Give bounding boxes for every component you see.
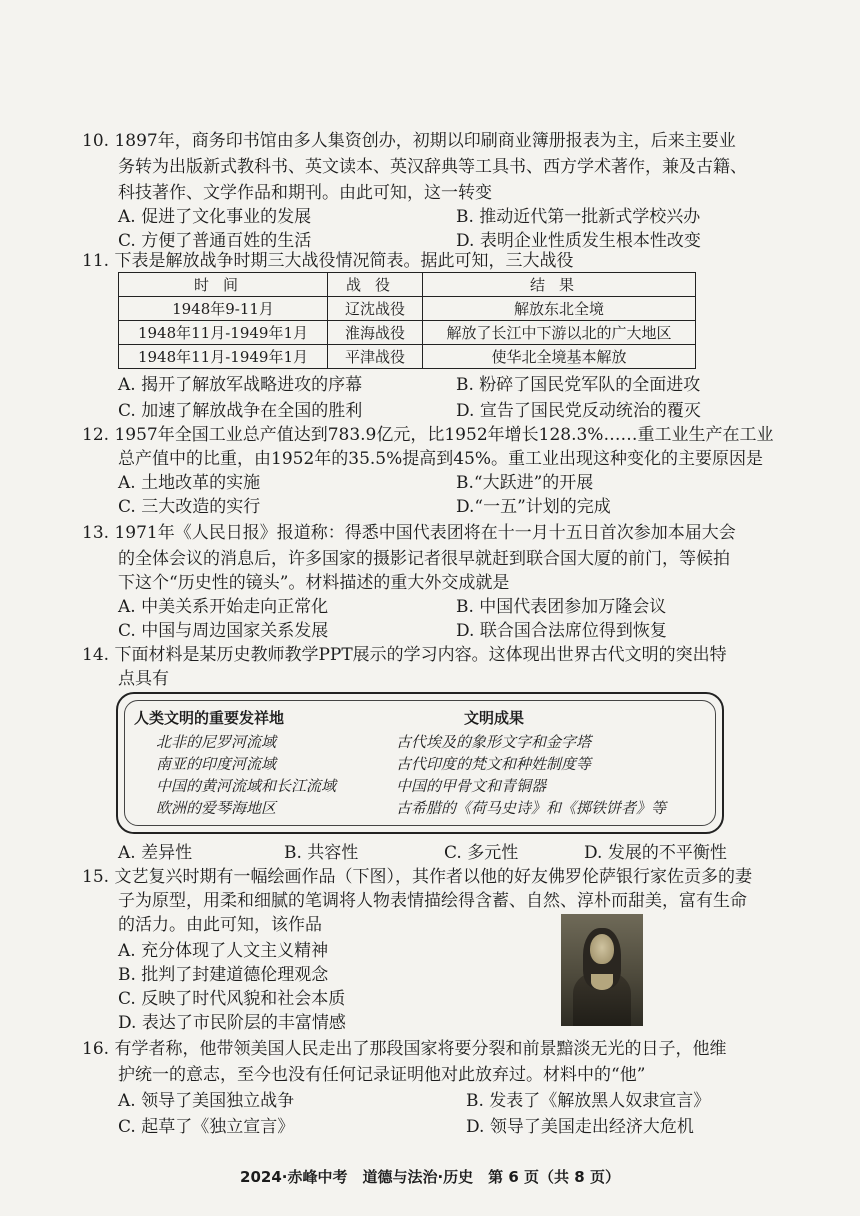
header-time: 时间 [119,273,328,297]
q16-option-b: B. 发表了《解放黑人奴隶宣言》 [466,1091,711,1111]
table-header-row [119,273,696,297]
civ-left-item: 北非的尼罗河流域 [156,733,277,751]
row-2-battle: 淮海战役 [328,321,423,345]
q15-option-c: C. 反映了时代风貌和社会本质 [118,989,346,1009]
q13-option-d: D. 联合国合法席位得到恢复 [456,621,667,641]
q12-line-2: 总产值中的比重，由1952年的35.5%提高到45%。重工业出现这种变化的主要原因是 [118,449,764,469]
civ-right-item: 中国的甲骨文和青铜器 [396,777,547,795]
row-3-battle: 平津战役 [328,345,423,369]
civ-right-item: 古代印度的梵文和种姓制度等 [396,755,592,773]
q13-line-1: 13. 1971年《人民日报》报道称：得悉中国代表团将在十一月十五日首次参加本届大会 [82,523,736,543]
row-1-battle: 辽沈战役 [328,297,423,321]
q13-option-c: C. 中国与周边国家关系发展 [118,621,329,641]
table-row [119,321,696,345]
q16-line-2: 护统一的意志，至今也没有任何记录证明他对此放弃过。材料中的“他” [118,1065,646,1085]
q11-option-a: A. 揭开了解放军战略进攻的序幕 [118,375,363,395]
q12-option-a: A. 土地改革的实施 [118,473,261,493]
q11-option-c: C. 加速了解放战争在全国的胜利 [118,401,363,421]
q15-line-3: 的活力。由此可知，该作品 [118,915,322,935]
q14-line-1: 14. 下面材料是某历史教师教学PPT展示的学习内容。这体现出世界古代文明的突出特 [82,645,727,665]
row-2-result: 解放了长江中下游以北的广大地区 [423,321,696,345]
q15-option-d: D. 表达了市民阶层的丰富情感 [118,1013,346,1033]
q10-option-d: D. 表明企业性质发生根本性改变 [456,231,701,251]
q11-option-b: B. 粉碎了国民党军队的全面进攻 [456,375,701,395]
q12-line-1: 12. 1957年全国工业总产值达到783.9亿元，比1952年增长128.3%……重工业生产在工业 [82,425,774,445]
q10-option-a: A. 促进了文化事业的发展 [118,207,312,227]
civ-left-item: 南亚的印度河流域 [156,755,277,773]
q14-line-2: 点具有 [118,669,169,689]
q10-line-2: 务转为出版新式教科书、英文读本、英汉辞典等工具书、西方学术著作，兼及古籍、 [118,157,747,177]
q16-option-a: A. 领导了美国独立战争 [118,1091,295,1111]
header-battle: 战役 [328,273,423,297]
q14-option-d: D. 发展的不平衡性 [584,843,727,863]
row-1-result: 解放东北全境 [423,297,696,321]
painting-figure-chest [591,974,613,990]
q12-option-c: C. 三大改造的实行 [118,497,261,517]
q11-line-1: 11. 下表是解放战争时期三大战役情况简表。据此可知，三大战役 [82,251,574,271]
civilization-box [116,692,724,834]
row-3-time: 1948年11月-1949年1月 [119,345,328,369]
q15-option-a: A. 充分体现了人文主义精神 [118,941,329,961]
q15-line-2: 子为原型，用柔和细腻的笔调将人物表情描绘得含蓄、自然、淳朴而甜美，富有生命 [118,891,747,911]
q13-line-3: 下这个“历史性的镜头”。材料描述的重大外交成就是 [118,573,510,593]
q13-line-2: 的全体会议的消息后，许多国家的摄影记者很早就赶到联合国大厦的前门，等候拍 [118,549,730,569]
table-row [119,297,696,321]
civ-right-header: 文明成果 [464,709,525,727]
q12-option-b: B.“大跃进”的开展 [456,473,594,493]
row-2-time: 1948年11月-1949年1月 [119,321,328,345]
q15-line-1: 15. 文艺复兴时期有一幅绘画作品（下图），其作者以他的好友佛罗伦萨银行家佐贡多的妻 [82,867,752,887]
civ-left-item: 欧洲的爱琴海地区 [156,799,277,817]
civ-right-item: 古代埃及的象形文字和金字塔 [396,733,592,751]
row-1-time: 1948年9-11月 [119,297,328,321]
q10-option-c: C. 方便了普通百姓的生活 [118,231,312,251]
q10-line-1: 10. 1897年，商务印书馆由多人集资创办，初期以印刷商业簿册报表为主，后来主要业 [82,131,736,151]
row-3-result: 使华北全境基本解放 [423,345,696,369]
q11-option-d: D. 宣告了国民党反动统治的覆灭 [456,401,701,421]
painting-figure-face [590,934,614,964]
civ-left-header: 人类文明的重要发祥地 [134,709,285,727]
page-footer: 2024·赤峰中考 道德与法治·历史 第 6 页（共 8 页） [240,1168,620,1186]
q16-option-d: D. 领导了美国走出经济大危机 [466,1117,694,1137]
q10-option-b: B. 推动近代第一批新式学校兴办 [456,207,701,227]
portrait-painting-image [561,914,643,1026]
battle-table [118,272,696,369]
header-result: 结果 [423,273,696,297]
q10-line-3: 科技著作、文学作品和期刊。由此可知，这一转变 [118,183,492,203]
table-row [119,345,696,369]
q15-option-b: B. 批判了封建道德伦理观念 [118,965,329,985]
q14-option-a: A. 差异性 [118,843,193,863]
q13-option-a: A. 中美关系开始走向正常化 [118,597,329,617]
civ-right-item: 古希腊的《荷马史诗》和《掷铁饼者》等 [396,799,667,817]
q16-line-1: 16. 有学者称，他带领美国人民走出了那段国家将要分裂和前景黯淡无光的日子，他维 [82,1039,727,1059]
civ-left-item: 中国的黄河流域和长江流域 [156,777,337,795]
q14-option-b: B. 共容性 [284,843,359,863]
q13-option-b: B. 中国代表团参加万隆会议 [456,597,667,617]
q16-option-c: C. 起草了《独立宣言》 [118,1117,295,1137]
q12-option-d: D.“一五”计划的完成 [456,497,611,517]
q14-option-c: C. 多元性 [444,843,519,863]
